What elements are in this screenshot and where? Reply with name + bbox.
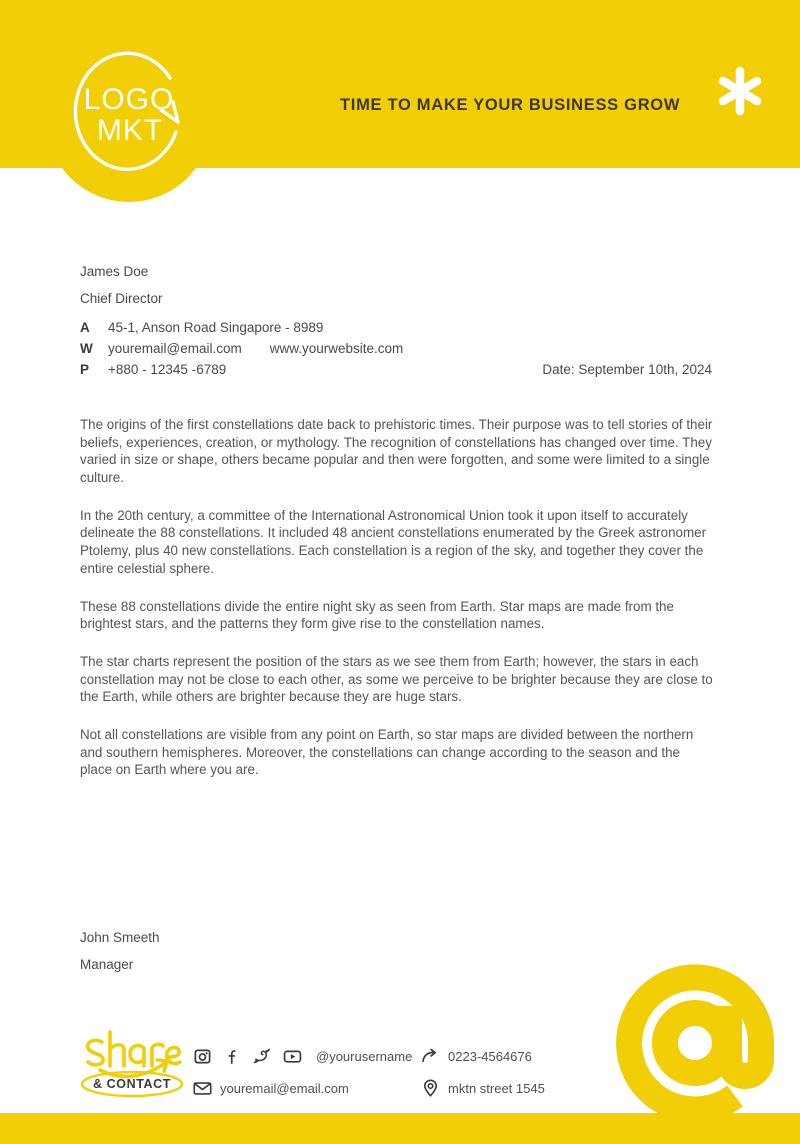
signoff-role: Manager bbox=[80, 957, 134, 972]
footer-address: mktn street 1545 bbox=[448, 1080, 545, 1096]
contact-value-website[interactable]: www.yourwebsite.com bbox=[269, 341, 404, 356]
body-paragraph-4: The star charts represent the position of the stars as we see them from Earth; however, the stars in each constellation may not be close to each other, as some we perceive to be brighter because they are close to the Earth, while others are brighter because they are huge stars. bbox=[80, 653, 713, 705]
body-paragraph-1: The origins of the first constellations date back to prehistoric times. Their purpose was to tell stories of their beliefs, experiences, creation, or mythology. The recognition of constellations has changed over time. They varied in size or shape, others became popular and then were forgotten, and some were limited to a single culture. bbox=[80, 417, 713, 486]
sender-role: Chief Director bbox=[80, 291, 163, 306]
contact-row-phone bbox=[80, 362, 720, 383]
contact-row-address bbox=[80, 320, 720, 341]
footer-social-row bbox=[192, 1040, 412, 1072]
contact-row-web bbox=[80, 341, 720, 362]
share-arrow-icon bbox=[420, 1047, 440, 1065]
footer-column-left bbox=[192, 1040, 412, 1104]
sender-name: James Doe bbox=[80, 264, 149, 279]
youtube-icon[interactable] bbox=[282, 1047, 302, 1065]
share-contact-badge bbox=[72, 1026, 192, 1098]
letter-date: Date: September 10th, 2024 bbox=[542, 362, 712, 377]
envelope-icon bbox=[192, 1079, 212, 1097]
twitter-icon[interactable] bbox=[252, 1047, 272, 1065]
footer-accent-bar bbox=[0, 1113, 800, 1144]
footer-username[interactable]: @yourusername bbox=[316, 1048, 413, 1064]
footer-phone: 0223-4564676 bbox=[448, 1048, 532, 1064]
body-paragraph-2: In the 20th century, a committee of the International Astronomical Union took it upon itself to accurately delineate the 88 constellations. It included 48 ancient constellations enumerated by the Greek astronomer Ptolemy, plus 40 new constellations. Each constellation is a region of the sky, and together they cover the entire celestial sphere. bbox=[80, 507, 707, 576]
body-paragraph-3: These 88 constellations divide the entire night sky as seen from Earth. Star maps are made from the brightest stars, and the patterns they form give rise to the constellation names. bbox=[80, 598, 674, 632]
sender-contact-list bbox=[80, 320, 720, 383]
facebook-icon[interactable] bbox=[222, 1047, 242, 1065]
contact-value-email[interactable]: youremail@email.com bbox=[108, 341, 242, 356]
instagram-icon[interactable] bbox=[192, 1047, 212, 1065]
contact-value-address: 45-1, Anson Road Singapore - 8989 bbox=[108, 320, 324, 335]
asterisk-icon bbox=[718, 65, 762, 117]
footer-email[interactable]: youremail@email.com bbox=[220, 1080, 349, 1096]
footer-email-row bbox=[192, 1072, 412, 1104]
contact-key-web: W bbox=[80, 341, 93, 356]
logo-line-2: MKT bbox=[96, 114, 164, 147]
circular-arrow-icon bbox=[58, 44, 200, 186]
logo-line-1: LOGO bbox=[83, 82, 175, 116]
footer-column-right bbox=[420, 1040, 545, 1104]
contact-key-address: A bbox=[80, 320, 90, 335]
footer-address-row bbox=[420, 1072, 545, 1104]
location-pin-icon bbox=[420, 1079, 440, 1097]
contact-value-phone: +880 - 12345 -6789 bbox=[108, 362, 227, 377]
signoff-block bbox=[80, 930, 160, 972]
sender-block bbox=[80, 264, 720, 306]
footer-phone-row bbox=[420, 1040, 545, 1072]
body-paragraph-5: Not all constellations are visible from any point on Earth, so star maps are divided between the northern and southern hemispheres. Moreover, the constellations can change according to the season and the place on Earth where you are. bbox=[80, 726, 694, 778]
share-badge-label: & CONTACT bbox=[92, 1077, 172, 1091]
header-tagline: TIME TO MAKE YOUR BUSINESS GROW bbox=[340, 96, 681, 114]
signoff-name: John Smeeth bbox=[80, 930, 160, 945]
letter-body bbox=[80, 416, 714, 799]
contact-key-phone: P bbox=[80, 362, 90, 377]
